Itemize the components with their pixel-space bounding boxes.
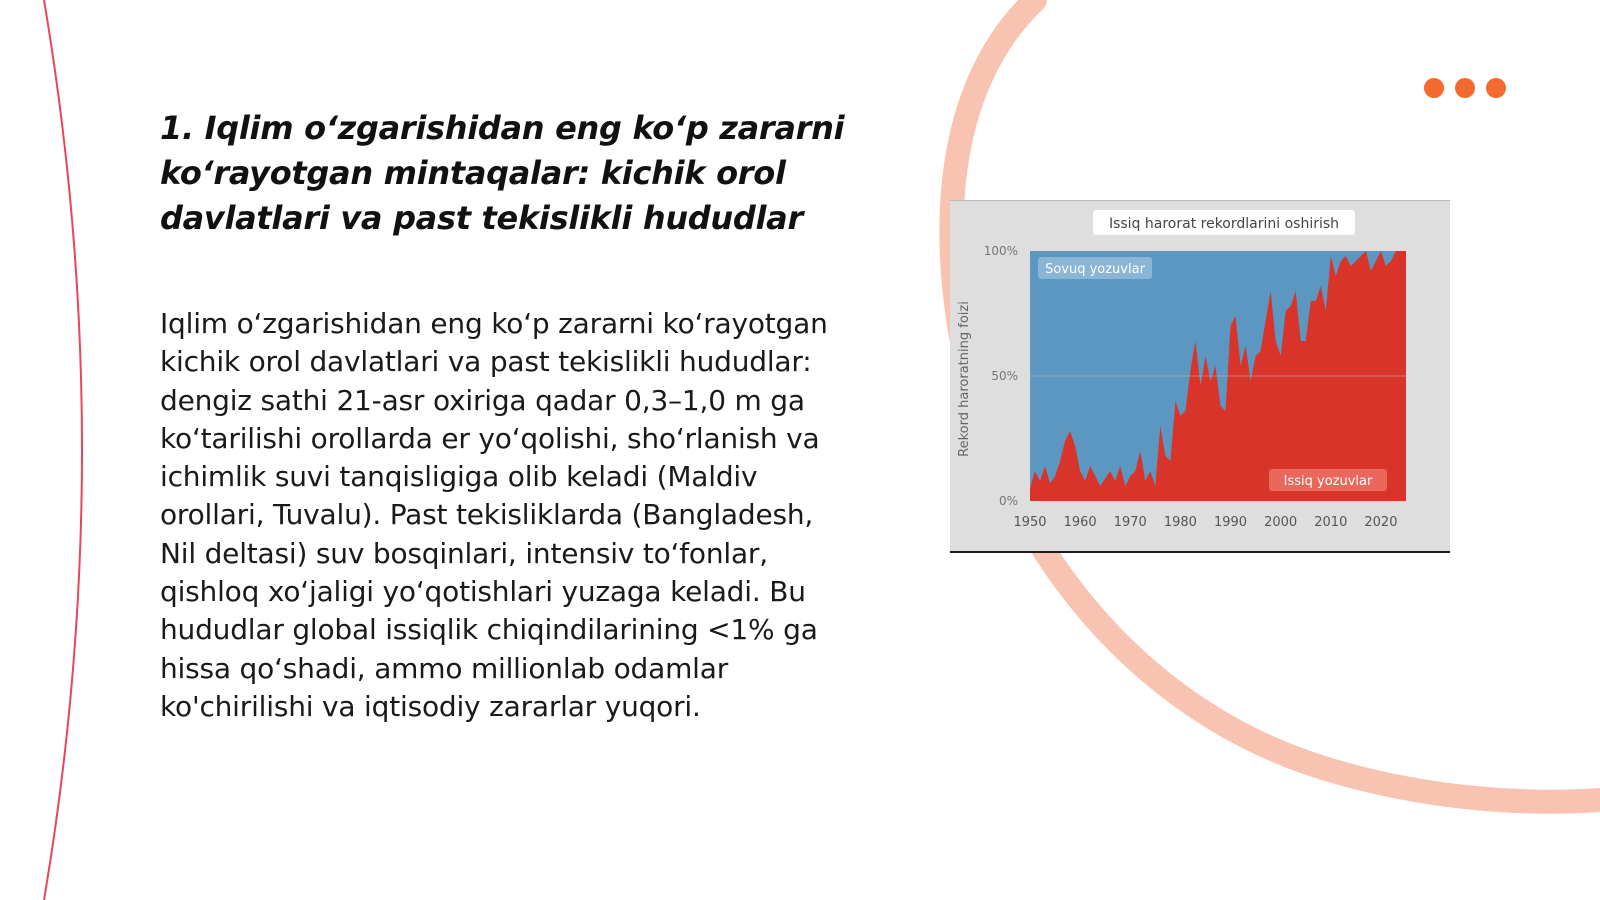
dot-icon [1486,78,1506,98]
chart-title: Issiq harorat rekordlarini oshirish [1108,216,1340,232]
x-tick-label: 1990 [1213,515,1248,530]
warm-records-label: Issiq yozuvlar [1283,474,1373,489]
x-tick-label: 2010 [1314,515,1348,530]
x-tick-label: 1960 [1063,515,1097,530]
dot-icon [1455,78,1475,98]
x-axis [1013,515,1397,530]
three-dots-icon[interactable] [1424,78,1506,98]
x-tick-label: 1980 [1163,515,1197,530]
x-tick-label: 2000 [1264,515,1298,530]
x-tick-label: 1950 [1013,515,1047,530]
y-tick-label: 0% [998,494,1018,508]
x-tick-label: 1970 [1113,515,1147,530]
y-axis [984,244,1018,508]
left-curve-line [44,0,82,900]
dot-icon [1424,78,1444,98]
y-axis-label: Rekord haroratning foizi [957,301,972,457]
slide-body-text: Iqlim o‘zgarishidan eng ko‘p zararni ko‘rayotgan kichik orol davlatlari va past tekislikli hududlar: dengiz sathi 21-asr oxiriga qadar 0,3–1,0 m ga ko‘tarilishi orollarda er yo‘qolishi, sho‘rlanish va ichimlik suvi tanqisligiga olib keladi (Maldiv orollari, Tuvalu). Past tekisliklarda (Bangladesh, Nil deltasi) suv bosqinlari, intensiv to‘fonlar, qishloq xo‘jaligi yo‘qotishlari yuzaga keladi. Bu hududlar global issiqlik chiqindilarining <1% ga hissa qo‘shadi, ammo millionlab odamlar ko'chirilishi va iqtisodiy zararlar yuqori. [160,307,828,723]
x-tick-label: 2020 [1364,515,1398,530]
warm-records-chart [950,201,1450,551]
y-tick-label: 50% [991,369,1018,383]
chart-image [950,200,1450,553]
slide-title: 1. Iqlim o‘zgarishidan eng ko‘p zararni ko‘rayotgan mintaqalar: kichik orol davlatlari va past tekislikli hududlar [160,109,845,237]
cold-records-label: Sovuq yozuvlar [1045,262,1145,277]
y-tick-label: 100% [983,244,1018,258]
